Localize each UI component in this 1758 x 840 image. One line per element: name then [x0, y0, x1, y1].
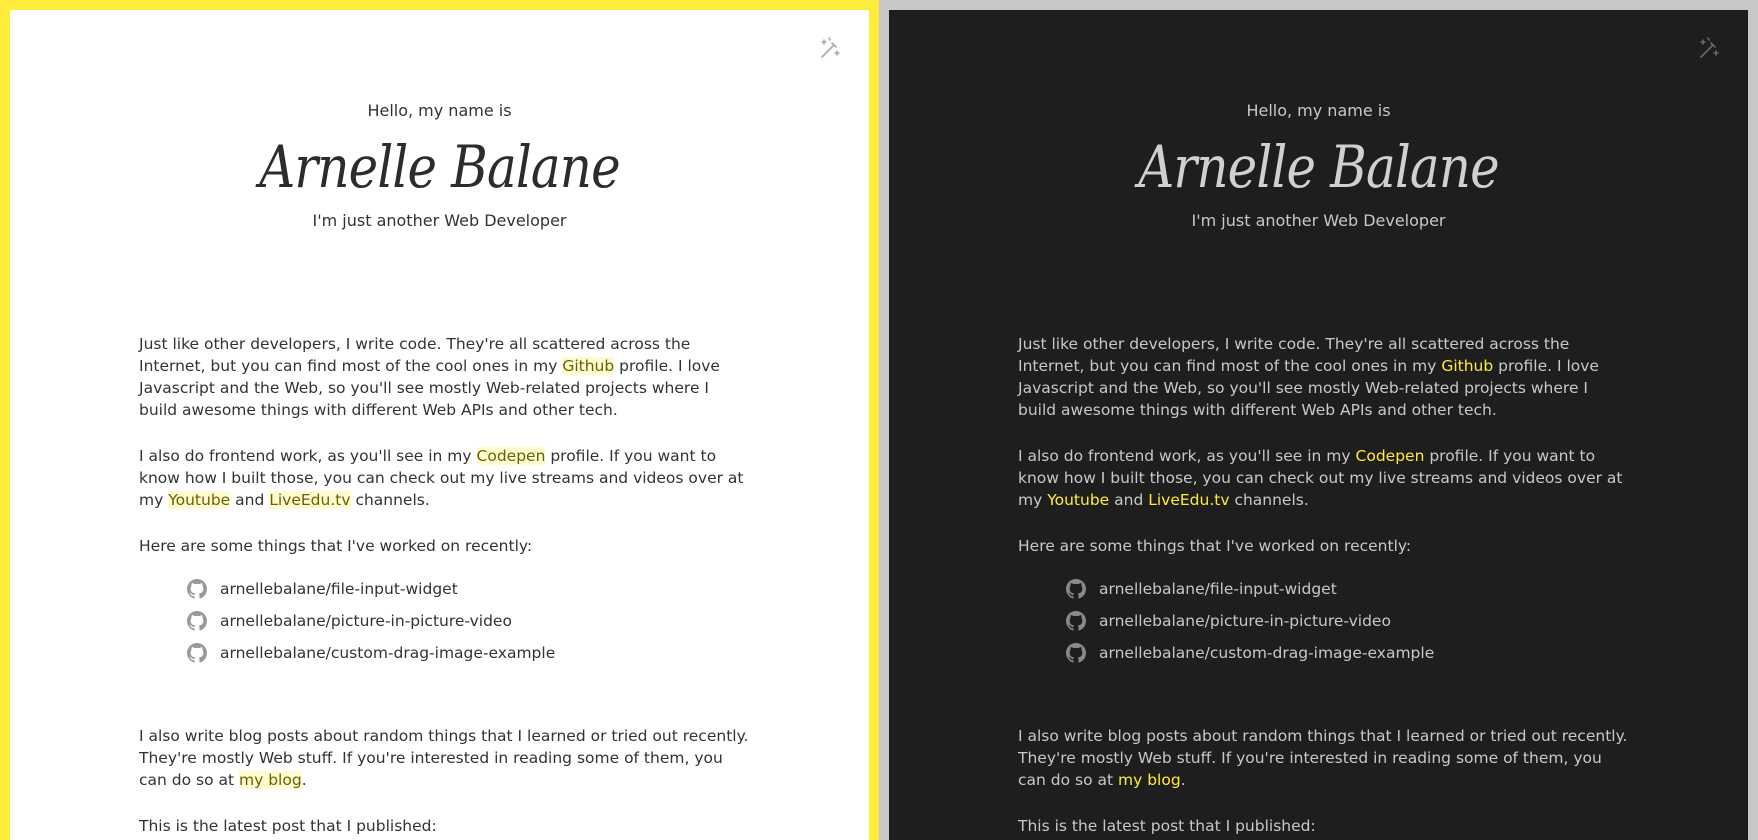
repo-item[interactable] — [187, 573, 749, 605]
repo-item[interactable] — [187, 637, 749, 669]
liveedu-link[interactable]: LiveEdu.tv — [269, 491, 351, 509]
greeting-text: Hello, my name is — [1246, 101, 1391, 120]
dark-theme-panel — [879, 0, 1758, 840]
github-link[interactable]: Github — [562, 357, 615, 375]
text-span: I also write blog posts about random things that I learned or tried out recently. They're mostly Web stuff. If you're interested in reading some of them, you can do so at — [1018, 727, 1628, 789]
tagline-text: I'm just another Web Developer — [312, 211, 567, 230]
theme-toggle-button[interactable] — [817, 36, 843, 62]
theme-toggle-button[interactable] — [1696, 36, 1722, 62]
profile-header — [10, 100, 869, 232]
intro-paragraph-2 — [139, 445, 749, 511]
repo-name: arnellebalane/file-input-widget — [220, 580, 458, 598]
github-icon — [187, 643, 207, 663]
text-span: profile. If you want to know how I built those, you can check out my live streams and videos over at my — [1018, 447, 1623, 509]
text-span: Just like other developers, I write code. They're all scattered across the Internet, but you can find most of the cool ones in my — [139, 335, 691, 375]
github-icon — [1066, 579, 1086, 599]
codepen-link[interactable]: Codepen — [1355, 447, 1425, 465]
spacer — [1018, 669, 1628, 725]
text-span: . — [1180, 771, 1186, 789]
greeting-text: Hello, my name is — [367, 101, 512, 120]
repo-name: arnellebalane/custom-drag-image-example — [1099, 644, 1435, 662]
text-span: and — [230, 491, 270, 509]
projects-intro: Here are some things that I've worked on recently: — [139, 537, 533, 555]
github-icon — [187, 611, 207, 631]
blog-link[interactable]: my blog — [239, 771, 302, 789]
projects-intro: Here are some things that I've worked on recently: — [1018, 537, 1412, 555]
codepen-link[interactable]: Codepen — [476, 447, 546, 465]
text-span: Just like other developers, I write code. They're all scattered across the Internet, but you can find most of the cool ones in my — [1018, 335, 1570, 375]
repo-name: arnellebalane/picture-in-picture-video — [1099, 612, 1391, 630]
latest-post-label: This is the latest post that I published: — [139, 817, 437, 835]
repo-item[interactable] — [1066, 637, 1628, 669]
github-link[interactable]: Github — [1441, 357, 1494, 375]
text-span: channels. — [1229, 491, 1309, 509]
text-span: I also do frontend work, as you'll see in my — [139, 447, 477, 465]
liveedu-link[interactable]: LiveEdu.tv — [1148, 491, 1230, 509]
profile-name: Arnelle Balane — [259, 133, 620, 201]
text-span: profile. I love Javascript and the Web, so you'll see mostly Web-related projects where I build awesome things with different Web APIs and other tech. — [139, 357, 720, 419]
repo-name: arnellebalane/custom-drag-image-example — [220, 644, 556, 662]
blog-paragraph — [139, 725, 749, 791]
magic-wand-icon — [817, 36, 843, 62]
repo-list — [139, 573, 749, 669]
blog-link[interactable]: my blog — [1118, 771, 1181, 789]
blog-paragraph — [1018, 725, 1628, 791]
latest-post-label: This is the latest post that I published: — [1018, 817, 1316, 835]
profile-header — [889, 100, 1748, 232]
youtube-link[interactable]: Youtube — [1047, 491, 1110, 509]
repo-item[interactable] — [187, 605, 749, 637]
text-span: channels. — [350, 491, 430, 509]
text-span: I also do frontend work, as you'll see in my — [1018, 447, 1356, 465]
tagline-text: I'm just another Web Developer — [1191, 211, 1446, 230]
text-span: profile. If you want to know how I built those, you can check out my live streams and videos over at my — [139, 447, 744, 509]
intro-paragraph-2 — [1018, 445, 1628, 511]
github-icon — [187, 579, 207, 599]
repo-item[interactable] — [1066, 573, 1628, 605]
github-icon — [1066, 611, 1086, 631]
repo-item[interactable] — [1066, 605, 1628, 637]
magic-wand-icon — [1696, 36, 1722, 62]
repo-name: arnellebalane/picture-in-picture-video — [220, 612, 512, 630]
text-span: . — [301, 771, 307, 789]
repo-list — [1018, 573, 1628, 669]
bio-content — [1018, 333, 1628, 840]
text-span: and — [1109, 491, 1149, 509]
repo-name: arnellebalane/file-input-widget — [1099, 580, 1337, 598]
spacer — [139, 669, 749, 725]
text-span: profile. I love Javascript and the Web, so you'll see mostly Web-related projects where I build awesome things with different Web APIs and other tech. — [1018, 357, 1599, 419]
text-span: I also write blog posts about random things that I learned or tried out recently. They're mostly Web stuff. If you're interested in reading some of them, you can do so at — [139, 727, 749, 789]
youtube-link[interactable]: Youtube — [168, 491, 231, 509]
intro-paragraph-1 — [1018, 333, 1628, 421]
intro-paragraph-1 — [139, 333, 749, 421]
profile-name: Arnelle Balane — [1138, 133, 1499, 201]
github-icon — [1066, 643, 1086, 663]
bio-content — [139, 333, 749, 840]
